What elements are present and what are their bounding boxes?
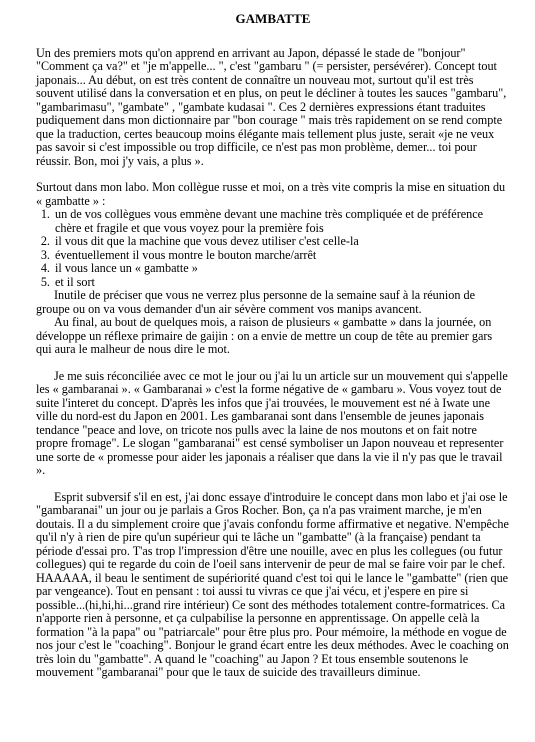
paragraph-esprit: Esprit subversif s'il en est, j'ai donc essaye d'introduire le concept dans mon labo et j'ai ose le "gambaranai" un jour ou je parlais a Gros Rocher. Bon, ça n'a pas vraiment marche, je m'en doutais. Il a du simplement croire que j'avais confondu forme affirmative et negative. N'empêche qu'il n'y à rien de pire qu'un supérieur qui te lâche un "gambatte" (à la française) pendant ta période d'essai pro. T'as trop l'impression d'être une nouille, avec en plus les collegues (ou futur collegues) qui te regarde du coin de l'oeil sans intervenir de peur de mal se faire voir par le chef. xyxy=(36,489,509,571)
paragraph-haaaaa: HAAAAA, il beau le sentiment de supériorité quand c'est toi qui le lance le "gambatte" (rien que par vengeance). Tout en pensant : toi aussi tu vivras ce que j'ai vécu, et j'espere en pire si possible...(hi,hi,hi...grand rire intérieur) Ce sont des méthodes totalement contre-formatrices. Ca n'apporte rien à personne, et ça culpabilise la personne en apprentissage. On appelle celà la formation "à la papa" ou "patriarcale" pour être plus pro. Pour mémoire, la méthode en vogue de nos jour c'est le "coaching". Bonjour le grand écart entre les deux méthodes. Avec le coaching on très loin du "gambatte". A quand le "coaching" au Japon ? Et tous ensemble soutenons le mouvement "gambaranai" pour que le taux de suicide des travailleurs diminue. xyxy=(36,570,509,679)
paragraph-gambaranai: Je me suis réconciliée avec ce mot le jour ou j'ai lu un article sur un mouvement qui s'appelle les « gambaranai ». « Gambaranai » c'est la forme négative de « gambaru ». Vous voyez tout de suite l'interet du concept. D'après les infos que j'ai trouvées, le mouvement est né à Iwate une ville du nord-est du Japon en 2001. Les gambaranai sont dans l'ensemble de jeunes japonais tendance "peace and love, on tricote nos pulls avec la laine de nos moutons et on fait notre propre fromage". Le slogan "gambaranai" est censé symboliser un Japon nouveau et representer une sorte de « promesse pour aider les japonais a réaliser que dans la vie il n'y pas que le travail ». xyxy=(36,368,508,477)
list-item: 1. un de vos collègues vous emmène devant une machine très compliquée et de préférence chère et fragile et que vous voyez pour la première fois xyxy=(53,208,510,235)
list-item: 3. éventuellement il vous montre le bouton marche/arrêt xyxy=(53,249,510,263)
paragraph-labo: Surtout dans mon labo. Mon collègue russe et moi, on a très vite compris la mise en situation du « gambatte » : xyxy=(36,180,506,208)
list-item: 4. il vous lance un « gambatte » xyxy=(53,262,510,276)
document-title: GAMBATTE xyxy=(235,11,311,26)
paragraph-gap xyxy=(36,478,510,491)
document-page xyxy=(36,12,510,680)
paragraph-gap xyxy=(36,357,510,370)
paragraph-inutile: Inutile de préciser que vous ne verrez plus personne de la semaine sauf à la réunion de groupe ou on va vous demander d'un air sévère comment vos manips avancent. xyxy=(36,288,475,316)
paragraph-intro: Un des premiers mots qu'on apprend en arrivant au Japon, dépassé le stade de "bonjour" "Comment ça va?" et "je m'appelle... ", c'est "gambaru " (= persister, persévérer). Concept tout japonais... Au début, on est très content de connaître un nouveau mot, surtout qu'il est très souvent utilisé dans la conversation et en plus, on peut le décliner à toutes les sauces "gambaru", "gambarimasu", "gambate" , "gambate kudasai ". Ces 2 dernières expressions étant traduites pudiquement dans mon dictionnaire par "bon courage " mais très rapidement on se rend compte que la traduction, certes beaucoup moins élégante mais tellement plus juste, serait «je ne veux pas savoir si c'est impossible ou trop difficile, ce n'est pas mon problème, demer... toi pour réussir. Bon, moi j'y vais, a plus ». xyxy=(36,45,507,168)
steps-list xyxy=(36,208,510,289)
paragraph-final: Au final, au bout de quelques mois, a raison de plusieurs « gambatte » dans la journée, on développe un réflexe primaire de gaijin : on a envie de mettre un coup de tête au premier gars qui aura le malheur de nous dire le mot. xyxy=(36,315,493,356)
list-item: 5. et il sort xyxy=(53,276,510,290)
list-item: 2. il vous dit que la machine que vous devez utiliser c'est celle-la xyxy=(53,235,510,249)
